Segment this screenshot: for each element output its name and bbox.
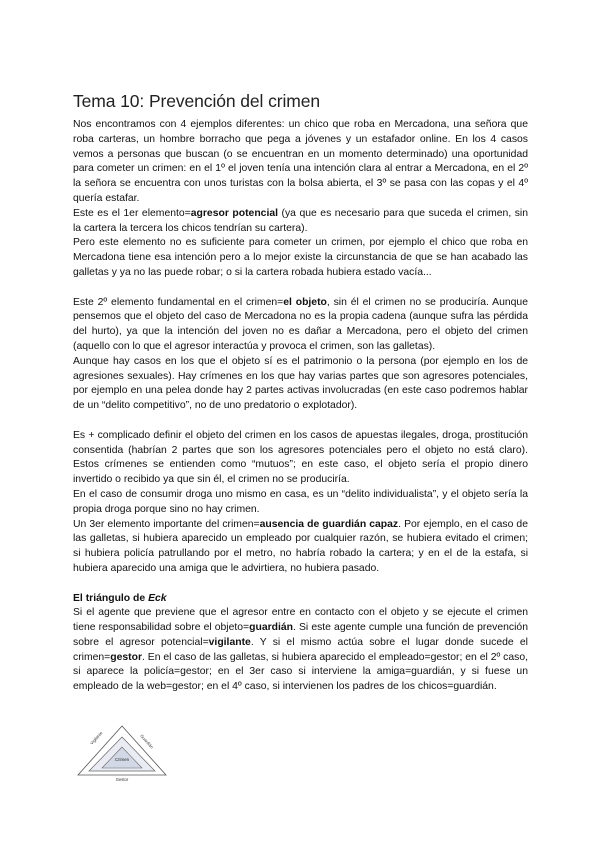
term-el-objeto: el objeto	[283, 296, 327, 308]
term-agresor-potencial: agresor potencial	[190, 207, 278, 219]
paragraph-agresor: Este es el 1er elemento=agresor potencial (ya que es necesario para que suceda el crimen, sin la cartera la tercera los chicos tendrían su cartera).	[73, 207, 528, 234]
diagram-label-left: Vigilante	[89, 730, 104, 746]
diagram-label-bottom: Gestor	[115, 777, 129, 782]
paragraph-mutuos: Es + complicado definir el objeto del crimen en los casos de apuestas ilegales, droga, prostitución consentida (habrían 2 partes que son los agresores potenciales pero el objeto no está claro). Estos crímenes se entienden como “mutuos”; en este caso, el objeto sería el propio dinero invertido o recibido ya que sin él, el crimen no se produciría.	[73, 429, 528, 486]
paragraph-triangulo: Si el agente que previene que el agresor entre en contacto con el objeto y se ejecute el crimen tiene responsabilidad sobre el objeto=guardián. Si este agente cumple una función de prevención sobre el agresor potencial=vigilante. Y si el mismo actúa sobre el lugar donde sucede el crimen=gestor. En el caso de las galletas, si hubiera aparecido el empleado=gestor; en el 2º caso, si aparece la policía=gestor; en el 3er caso si interviene la amiga=guardián, y si fuese un empleado de la web=gestor; en el 4º caso, si intervienen los padres de los chicos=guardián.	[73, 607, 528, 693]
paragraph-guardian: Un 3er elemento importante del crimen=ausencia de guardián capaz. Por ejemplo, en el caso de las galletas, si hubiera aparecido un empleado por cualquier razón, se hubiera evitado el crimen; si hubiera policía patrullando por el metro, no habría robado la cartera; y en el de la estafa, si hubiera aparecido una amiga que le advirtiera, no hubiera pasado.	[73, 518, 528, 574]
paragraph-intro: Nos encontramos con 4 ejemplos diferentes: un chico que roba en Mercadona, una señora que roba carteras, un hombre borracho que pega a jóvenes y un estafador online. En los 4 casos vemos a personas que buscan (o se encuentran en un momento determinado) una oportunidad para cometer un crimen: en el 1º el joven tenía una intención clara al entrar a Mercadona, en el 2º la señora se encuentra con unos turistas con la bolsa abierta, el 3º se pasa con las copas y el 4º quería estafar.	[73, 119, 528, 204]
document-body	[73, 118, 528, 695]
paragraph-patrimonio: Aunque hay casos en los que el objeto sí es el patrimonio o la persona (por ejemplo en los de agresiones sexuales). Hay crímenes en los que hay varias partes que son agresores potenciales, por ejemplo en una pelea donde hay 2 partes activas involucradas (en este caso podremos hablar de un “delito competitivo”, no de uno predatorio o explotador).	[73, 355, 528, 412]
paragraph-insuficiente: Pero este elemento no es suficiente para cometer un crimen, por ejemplo el chico que roba en Mercadona tiene esa intención pero a lo mejor existe la circunstancia de que se han acabado las galletas y ya no las puede robar; o si la cartera robada hubiera estado vacía...	[73, 237, 528, 278]
paragraph-objeto: Este 2º elemento fundamental en el crimen=el objeto, sin él el crimen no se produciría. Aunque pensemos que el objeto del caso de Mercadona no es la propia cadena (aunque sufra las pérdida del hurto), ya que la intención del joven no es dañar a Mercadona, pero el objeto del crimen (aquello con lo que el agresor interactúa y provoca el crimen, son las galletas).	[73, 296, 528, 352]
paragraph-individualista: En el caso de consumir droga uno mismo en casa, es un “delito individualista”, y el objeto sería la propia droga porque sino no hay crimen.	[73, 488, 528, 515]
eck-triangle-diagram	[74, 723, 170, 785]
term-ausencia-guardian: ausencia de guardián capaz	[259, 518, 399, 530]
diagram-label-center: Crimen	[114, 757, 130, 762]
page-title: Tema 10: Prevención del crimen	[73, 91, 320, 111]
subheading-triangulo: El triángulo de Eck	[73, 592, 167, 604]
diagram-label-right: Guardián	[139, 733, 155, 750]
